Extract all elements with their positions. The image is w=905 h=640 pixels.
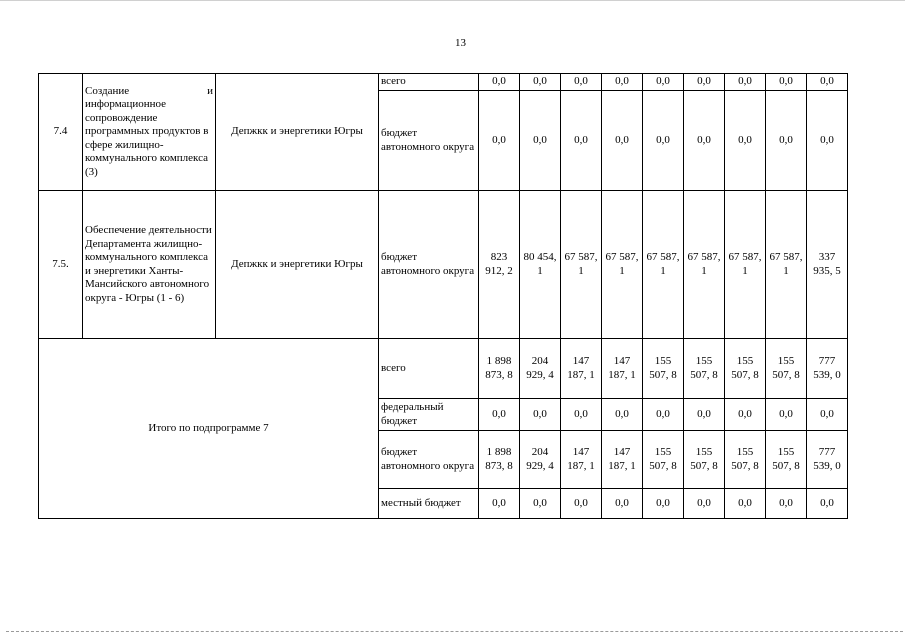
value-cell: 147 187, 1: [602, 431, 643, 489]
budget-table: [38, 73, 848, 519]
value-cell: 155 507, 8: [725, 339, 766, 399]
value-cell: 155 507, 8: [725, 431, 766, 489]
value-cell: 155 507, 8: [766, 431, 807, 489]
value-cell: 155 507, 8: [684, 339, 725, 399]
value-cell: 0,0: [807, 489, 848, 519]
row-responsible: Депжкк и энергетики Югры: [216, 191, 379, 339]
table-row: [39, 74, 848, 91]
row-name: Обеспечение деятельности Департамента жилищно-коммунального комплекса и энергетики Ханты-Мансийского автономного округа - Югры (1 - 6): [83, 191, 216, 339]
table-row: [39, 339, 848, 399]
value-cell: 0,0: [766, 91, 807, 191]
value-cell: 0,0: [766, 399, 807, 431]
value-cell: 67 587, 1: [725, 191, 766, 339]
value-cell: 0,0: [561, 489, 602, 519]
value-cell: 1 898 873, 8: [479, 431, 520, 489]
value-cell: 0,0: [766, 74, 807, 91]
value-cell: 155 507, 8: [643, 431, 684, 489]
value-cell: 0,0: [725, 399, 766, 431]
table-body: [39, 74, 848, 519]
value-cell: 0,0: [520, 399, 561, 431]
value-cell: 337 935, 5: [807, 191, 848, 339]
page-top-edge: [0, 0, 905, 1]
value-cell: 67 587, 1: [602, 191, 643, 339]
source-label: федеральный бюджет: [379, 399, 479, 431]
value-cell: 0,0: [520, 489, 561, 519]
value-cell: 0,0: [684, 74, 725, 91]
value-cell: 0,0: [807, 91, 848, 191]
value-cell: 0,0: [479, 489, 520, 519]
value-cell: 0,0: [602, 91, 643, 191]
value-cell: 0,0: [684, 91, 725, 191]
subprogram-total-label: Итого по подпрограмме 7: [39, 339, 379, 519]
value-cell: 0,0: [725, 489, 766, 519]
value-cell: 777 539, 0: [807, 339, 848, 399]
value-cell: 155 507, 8: [684, 431, 725, 489]
value-cell: 0,0: [602, 489, 643, 519]
value-cell: 0,0: [602, 74, 643, 91]
value-cell: 823 912, 2: [479, 191, 520, 339]
page-bottom-edge: [6, 631, 903, 632]
row-number: 7.4: [39, 74, 83, 191]
value-cell: 147 187, 1: [561, 431, 602, 489]
value-cell: 155 507, 8: [766, 339, 807, 399]
value-cell: 0,0: [725, 91, 766, 191]
source-label: всего: [379, 74, 479, 91]
source-label: всего: [379, 339, 479, 399]
value-cell: 147 187, 1: [561, 339, 602, 399]
value-cell: 1 898 873, 8: [479, 339, 520, 399]
value-cell: 0,0: [561, 399, 602, 431]
value-cell: 0,0: [684, 489, 725, 519]
table-row: [39, 191, 848, 339]
value-cell: 0,0: [643, 74, 684, 91]
value-cell: 0,0: [643, 489, 684, 519]
row-number: 7.5.: [39, 191, 83, 339]
value-cell: 0,0: [561, 91, 602, 191]
value-cell: 0,0: [684, 399, 725, 431]
value-cell: 777 539, 0: [807, 431, 848, 489]
value-cell: 0,0: [479, 91, 520, 191]
value-cell: 0,0: [561, 74, 602, 91]
value-cell: 147 187, 1: [602, 339, 643, 399]
value-cell: 0,0: [643, 399, 684, 431]
row-name-rest: информационное сопровождение программных продуктов в сфере жилищно-коммунального комплекса (3): [85, 98, 209, 178]
value-cell: 0,0: [479, 74, 520, 91]
value-cell: 155 507, 8: [643, 339, 684, 399]
value-cell: 67 587, 1: [561, 191, 602, 339]
value-cell: 0,0: [807, 399, 848, 431]
value-cell: 0,0: [766, 489, 807, 519]
row-name-first-line: Создание и: [85, 84, 213, 97]
value-cell: 67 587, 1: [766, 191, 807, 339]
source-label: бюджет автономного округа: [379, 431, 479, 489]
source-label: бюджет автономного округа: [379, 191, 479, 339]
row-responsible: Депжкк и энергетики Югры: [216, 74, 379, 191]
source-label: местный бюджет: [379, 489, 479, 519]
value-cell: 67 587, 1: [684, 191, 725, 339]
value-cell: 204 929, 4: [520, 339, 561, 399]
page-number: 13: [455, 37, 466, 49]
value-cell: 0,0: [807, 74, 848, 91]
value-cell: 67 587, 1: [643, 191, 684, 339]
row-name: [83, 74, 216, 191]
value-cell: 0,0: [602, 399, 643, 431]
value-cell: 0,0: [643, 91, 684, 191]
value-cell: 0,0: [520, 74, 561, 91]
value-cell: 0,0: [725, 74, 766, 91]
source-label: бюджет автономного округа: [379, 91, 479, 191]
value-cell: 80 454, 1: [520, 191, 561, 339]
value-cell: 0,0: [520, 91, 561, 191]
value-cell: 204 929, 4: [520, 431, 561, 489]
value-cell: 0,0: [479, 399, 520, 431]
